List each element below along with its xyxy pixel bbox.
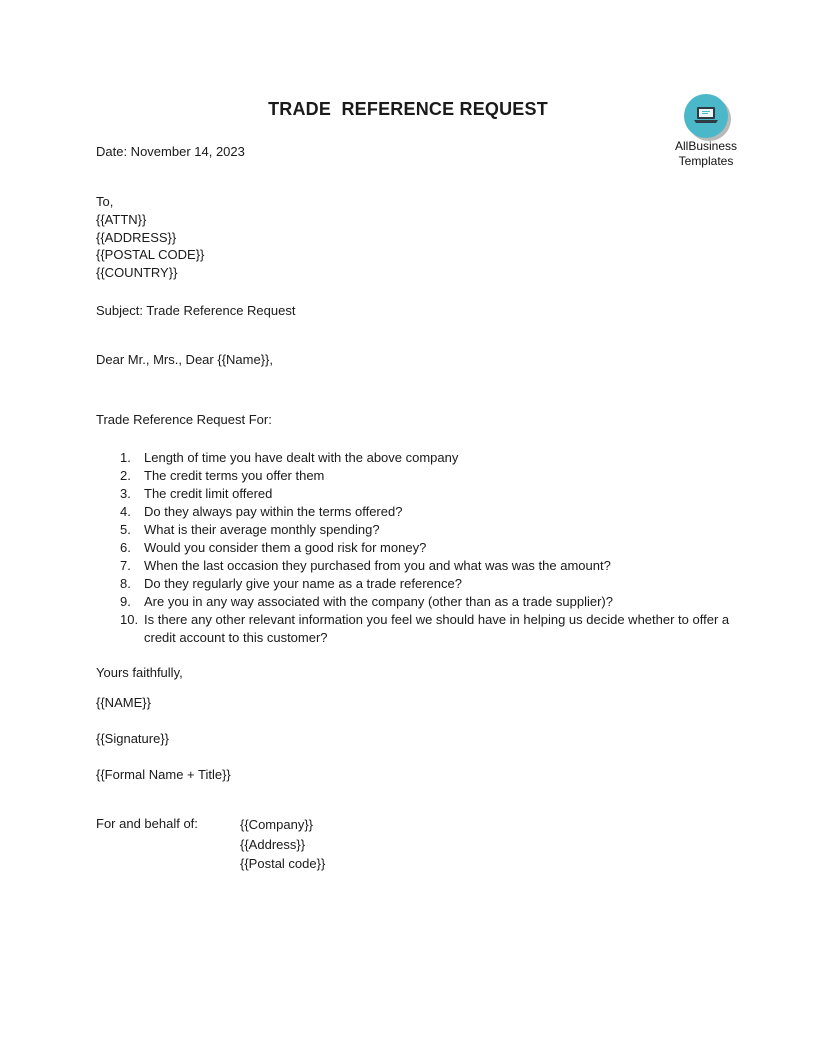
- list-item-text: The credit terms you offer them: [144, 468, 325, 483]
- list-item-number: 3.: [120, 486, 131, 501]
- list-item-text: Length of time you have dealt with the above company: [144, 450, 459, 465]
- recipient-address: {{ADDRESS}}: [96, 230, 177, 245]
- page-title: TRADE REFERENCE REQUEST: [268, 99, 548, 119]
- list-item: [96, 503, 736, 521]
- list-item: [96, 485, 736, 503]
- letter-salutation: Dear Mr., Mrs., Dear {{Name}},: [96, 352, 274, 367]
- list-item: [96, 467, 736, 485]
- list-item-number: 9.: [120, 594, 131, 609]
- list-item: [96, 593, 736, 611]
- behalf-postal-code: {{Postal code}}: [240, 856, 326, 871]
- list-item-text: Do they regularly give your name as a trade reference?: [144, 576, 462, 591]
- signature-placeholder: {{Signature}}: [96, 731, 170, 746]
- behalf-label: For and behalf of:: [96, 816, 198, 831]
- logo-line-1: AllBusiness: [674, 139, 738, 153]
- recipient-to: To,: [96, 194, 114, 209]
- logo-line-2: Templates: [678, 154, 734, 168]
- list-item-number: 4.: [120, 504, 131, 519]
- recipient-postal-code: {{POSTAL CODE}}: [96, 247, 205, 262]
- recipient-country: {{COUNTRY}}: [96, 265, 178, 280]
- list-item-text: Would you consider them a good risk for money?: [144, 540, 427, 555]
- list-item-number: 1.: [120, 450, 131, 465]
- list-item-text: The credit limit offered: [144, 486, 273, 501]
- list-item-text: What is their average monthly spending?: [144, 522, 380, 537]
- letter-subject: Subject: Trade Reference Request: [96, 303, 296, 318]
- recipient-attn: {{ATTN}}: [96, 212, 147, 227]
- signature-name: {{NAME}}: [96, 695, 151, 710]
- list-item: [96, 557, 736, 575]
- list-item: [96, 539, 736, 557]
- request-list: [96, 449, 736, 647]
- list-item: [96, 449, 736, 467]
- list-item: [96, 611, 736, 647]
- behalf-address: {{Address}}: [240, 836, 306, 852]
- list-item-number: 6.: [120, 540, 131, 555]
- request-intro: Trade Reference Request For:: [96, 412, 272, 427]
- list-item-number: 8.: [120, 576, 131, 591]
- list-item: [96, 575, 736, 593]
- letter-closing: Yours faithfully,: [96, 665, 183, 680]
- list-item-text: When the last occasion they purchased from you and what was was the amount?: [144, 558, 611, 573]
- list-item: [96, 521, 736, 539]
- list-item-text: Are you in any way associated with the company (other than as a trade supplier)?: [144, 594, 613, 609]
- list-item-number: 2.: [120, 468, 131, 483]
- list-item-number: 7.: [120, 558, 131, 573]
- letter-date: Date: November 14, 2023: [96, 144, 245, 159]
- brand-logo: [666, 94, 746, 168]
- list-item-text: Is there any other relevant information you feel we should have in helping us decide whether to offer a credit account to this customer?: [144, 612, 730, 645]
- behalf-details: [240, 815, 325, 874]
- logo-badge: [684, 94, 728, 138]
- behalf-company: {{Company}}: [240, 817, 314, 832]
- list-item-number: 10.: [120, 612, 139, 627]
- list-item-number: 5.: [120, 522, 131, 537]
- list-item-text: Do they always pay within the terms offered?: [144, 504, 403, 519]
- formal-name-title: {{Formal Name + Title}}: [96, 767, 231, 782]
- laptop-icon: [693, 105, 719, 125]
